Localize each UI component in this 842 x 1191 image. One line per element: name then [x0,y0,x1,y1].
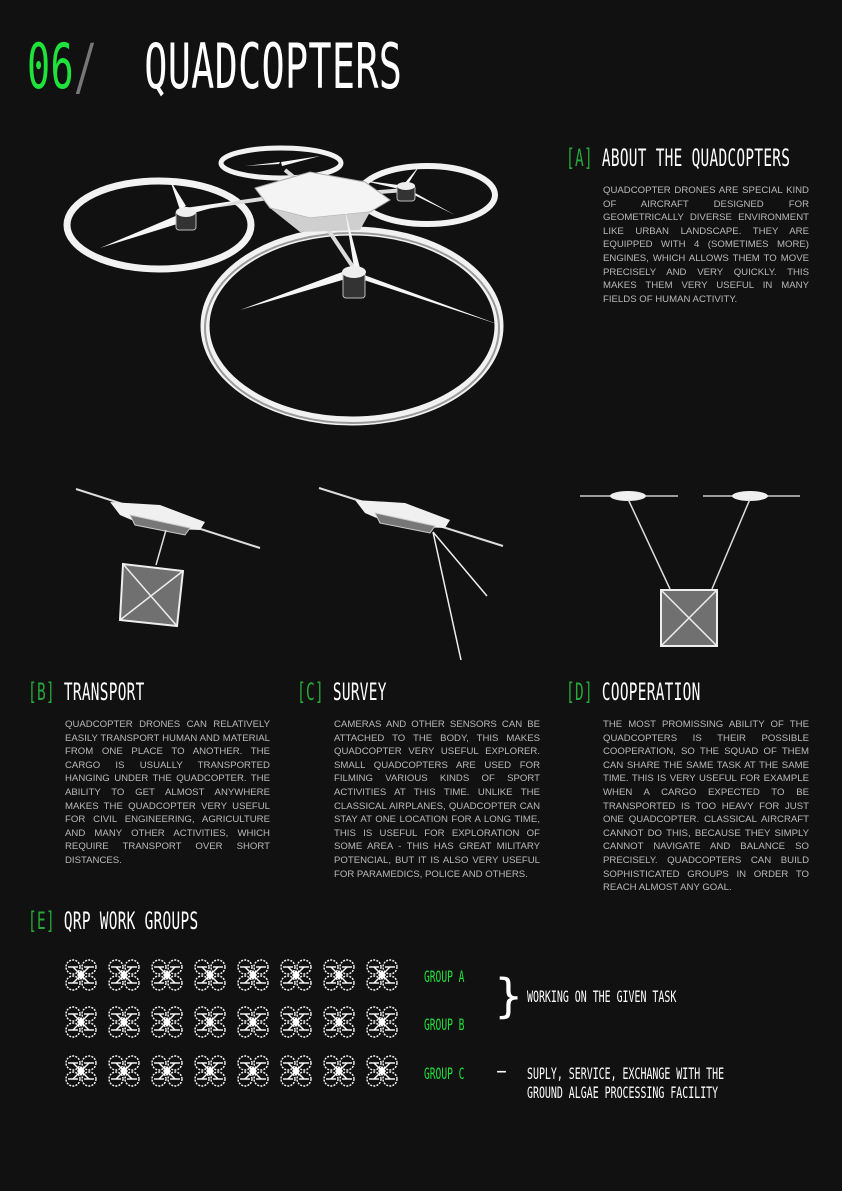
quadcopter-top-view-icon [322,1005,356,1039]
section-b-title: TRANSPORT [63,678,145,706]
page-number: 06 [27,30,74,103]
quadcopter-main-illustration [60,140,540,440]
section-b-tag: [B] [28,678,55,706]
drone-row-a [64,958,399,992]
drone-row-b [64,1005,399,1039]
quadcopter-top-view-icon [236,958,270,992]
title-text: QUADCOPTERS [144,30,403,103]
section-a-text: QUADCOPTER DRONES ARE SPECIAL KIND OF AIRCRAFT DESIGNED FOR GEOMETRICALLY DIVERSE ENVIRONMENT LIKE URBAN LANDSCAPE. THEY ARE EQUIPPED WITH 4 (SOMETIMES MORE) ENGINES, WHICH ALLOWS THEM TO MOVE PRECISELY AND VERY QUICKLY. THIS MAKES THEM VERY USEFUL IN MANY FIELDS OF HUMAN ACTIVITY. [603,185,809,305]
quadcopter-top-view-icon [193,1005,227,1039]
quadcopter-top-view-icon [193,958,227,992]
quadcopter-top-view-icon [365,1054,399,1088]
section-e-heading [28,907,198,935]
quadcopter-top-view-icon [279,958,313,992]
drone-row-c [64,1054,399,1088]
section-c-title: SURVEY [332,678,387,706]
quadcopter-top-view-icon [279,1005,313,1039]
quadcopter-top-view-icon [236,1054,270,1088]
group-c-label: GROUP C [424,1064,465,1083]
quadcopter-top-view-icon [365,1005,399,1039]
quadcopter-top-view-icon [279,1054,313,1088]
quadcopter-top-view-icon [365,958,399,992]
quadcopter-top-view-icon [150,958,184,992]
section-e-title: QRP WORK GROUPS [63,907,199,935]
section-c-text: CAMERAS AND OTHER SENSORS CAN BE ATTACHED TO THE BODY, THIS MAKES QUADCOPTER VERY USEFUL EXPLORER. SMALL QUADCOPTERS ARE USED FOR FILMING VARIOUS KINDS OF SPORT ACTIVITIES AT THIS TIME. UNLIKE THE CLASSICAL AIRPLANES, QUADCOPTER CAN STAY AT ONE LOCATION FOR A LONG TIME, THIS IS USEFUL FOR EXPLORATION OF SOME AREA - THIS HAS GREAT MILITARY POTENCIAL, BUT IT IS ALSO VERY USEFUL FOR PARAMEDICS, POLICE AND OTHERS. [334,719,540,880]
group-ab-description: WORKING ON THE GIVEN TASK [527,987,677,1006]
survey-illustration [315,480,515,665]
section-d-tag: [D] [566,678,593,706]
cooperation-illustration [578,485,803,655]
group-c-description-line2: GROUND ALGAE PROCESSING FACILITY [527,1083,719,1102]
section-c-tag: [C] [297,678,324,706]
title-slash: / [73,30,98,103]
section-a-tag: [A] [566,144,593,172]
group-c-description-line1: SUPLY, SERVICE, EXCHANGE WITH THE [527,1064,725,1083]
section-a-heading [566,144,790,172]
section-b-heading [28,678,145,706]
group-c-dash: – [496,1059,507,1084]
page-title [27,30,402,103]
quadcopter-top-view-icon [64,1005,98,1039]
section-e-tag: [E] [28,907,55,935]
transport-illustration [70,480,270,640]
quadcopter-top-view-icon [107,1005,141,1039]
quadcopter-top-view-icon [107,1054,141,1088]
quadcopter-top-view-icon [150,1054,184,1088]
quadcopter-top-view-icon [64,958,98,992]
quadcopter-top-view-icon [64,1054,98,1088]
quadcopter-top-view-icon [107,958,141,992]
section-d-title: COOPERATION [601,678,701,706]
drone-grid [64,958,399,1088]
group-a-label: GROUP A [424,967,465,986]
group-ab-brace: } [494,969,524,1023]
quadcopter-top-view-icon [322,958,356,992]
quadcopter-top-view-icon [150,1005,184,1039]
section-b-text: QUADCOPTER DRONES CAN RELATIVELY EASILY TRANSPORT HUMAN AND MATERIAL FROM ONE PLACE TO ANOTHER. THE CARGO IS USUALLY TRANSPORTED HANGING UNDER THE QUADCOPTER. THE ABILITY TO GET ALMOST ANYWHERE MAKES THE QUADCOPTER VERY USEFUL FOR CIVIL ENGINEERING, AGRICULTURE AND MANY OTHER ACTIVITIES, WHICH REQUIRE TRANSPORT OVER SHORT DISTANCES. [65,719,270,866]
section-d-text: THE MOST PROMISSING ABILITY OF THE QUADCOPTERS IS THEIR POSSIBLE COOPERATION, SO THE SQUAD OF THEM CAN SHARE THE SAME TASK AT THE SAME TIME. THIS IS VERY USEFUL FOR EXAMPLE WHEN A CARGO EXPECTED TO BE TRANSPORTED IS TOO HEAVY FOR JUST ONE QUADCOPTER. CLASSICAL AIRCRAFT CANNOT DO THIS, BECAUSE THEY SIMPLY CANNOT NAVIGATE AND BALANCE SO PRECISELY. QUADCOPTERS CAN BUILD SOPHISTICATED GROUPS IN ORDER TO REACH ALMOST ANY GOAL. [603,719,809,894]
section-d-heading [566,678,701,706]
quadcopter-top-view-icon [236,1005,270,1039]
section-c-heading [297,678,387,706]
quadcopter-top-view-icon [193,1054,227,1088]
quadcopter-top-view-icon [322,1054,356,1088]
group-b-label: GROUP B [424,1015,465,1034]
section-a-title: ABOUT THE QUADCOPTERS [601,144,791,172]
group-c-description [527,1064,724,1102]
